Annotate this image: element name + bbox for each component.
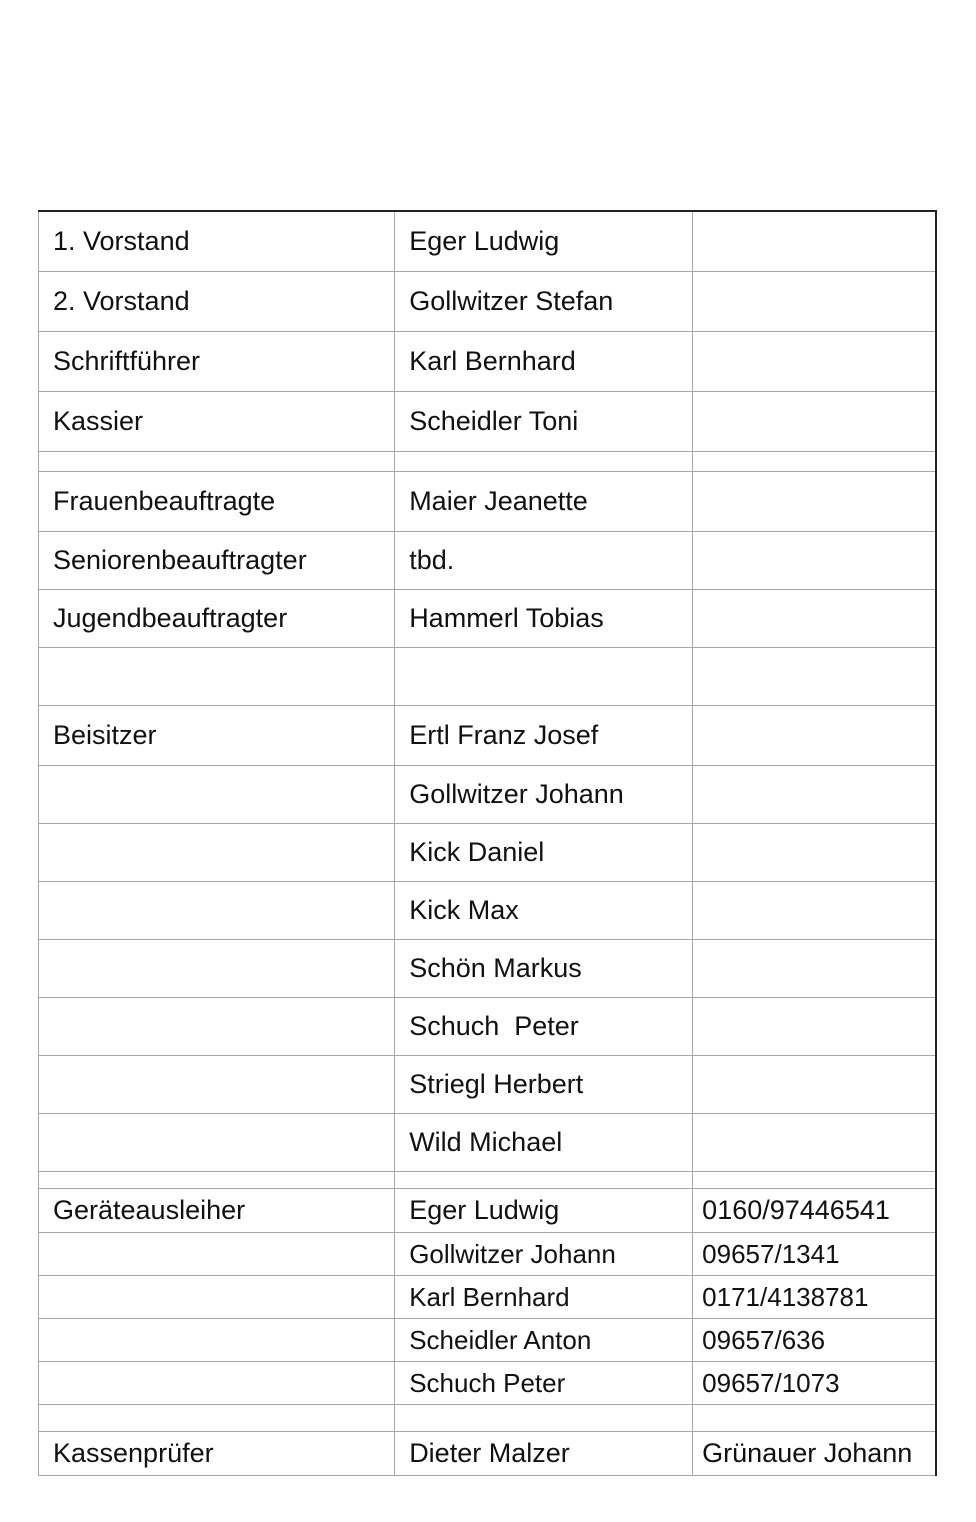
empty-cell (39, 1362, 395, 1405)
role-cell: Kassier (39, 392, 395, 452)
table-row (39, 1319, 937, 1362)
table-row (39, 882, 937, 940)
name-cell: Karl Bernhard (395, 332, 693, 392)
role-cell: Seniorenbeauftragter (39, 532, 395, 590)
table-row (39, 272, 937, 332)
empty-cell (39, 882, 395, 940)
empty-cell (693, 1172, 936, 1189)
empty-cell (693, 648, 936, 706)
name-cell: Gollwitzer Stefan (395, 272, 693, 332)
empty-cell (693, 590, 936, 648)
empty-cell (39, 1172, 395, 1189)
role-cell: Jugendbeauftragter (39, 590, 395, 648)
name-cell: Scheidler Toni (395, 392, 693, 452)
name-cell: Gollwitzer Johann (395, 766, 693, 824)
role-cell: Schriftführer (39, 332, 395, 392)
name-cell: Grünauer Johann (693, 1432, 936, 1476)
name-cell: Kick Max (395, 882, 693, 940)
table-row (39, 998, 937, 1056)
empty-cell (395, 1405, 693, 1432)
name-cell: Schön Markus (395, 940, 693, 998)
table-row (39, 1276, 937, 1319)
name-cell: Maier Jeanette (395, 472, 693, 532)
phone-cell: 09657/1341 (693, 1233, 936, 1276)
empty-cell (395, 648, 693, 706)
name-cell: tbd. (395, 532, 693, 590)
empty-cell (39, 998, 395, 1056)
table-row (39, 940, 937, 998)
empty-cell (39, 1276, 395, 1319)
phone-cell: 0160/97446541 (693, 1189, 936, 1233)
phone-cell: 09657/1073 (693, 1362, 936, 1405)
name-cell: Karl Bernhard (395, 1276, 693, 1319)
empty-cell (39, 1114, 395, 1172)
table-row (39, 211, 937, 272)
table-row (39, 706, 937, 766)
empty-cell (693, 824, 936, 882)
empty-cell (395, 452, 693, 472)
spacer-row (39, 1172, 937, 1189)
spacer-row (39, 452, 937, 472)
table-row (39, 1362, 937, 1405)
empty-cell (39, 824, 395, 882)
table-row (39, 1114, 937, 1172)
name-cell: Ertl Franz Josef (395, 706, 693, 766)
empty-cell (693, 392, 936, 452)
name-cell: Gollwitzer Johann (395, 1233, 693, 1276)
empty-cell (693, 766, 936, 824)
spacer-row (39, 648, 937, 706)
empty-cell (693, 1114, 936, 1172)
role-cell: Beisitzer (39, 706, 395, 766)
empty-cell (693, 472, 936, 532)
name-cell: Schuch Peter (395, 998, 693, 1056)
empty-cell (39, 940, 395, 998)
table-row (39, 472, 937, 532)
table-row (39, 332, 937, 392)
name-cell: Hammerl Tobias (395, 590, 693, 648)
role-cell: Geräteausleiher (39, 1189, 395, 1233)
table-row (39, 590, 937, 648)
empty-cell (693, 211, 936, 272)
name-cell: Dieter Malzer (395, 1432, 693, 1476)
empty-cell (39, 766, 395, 824)
role-cell: 1. Vorstand (39, 211, 395, 272)
empty-cell (39, 1405, 395, 1432)
empty-cell (693, 1405, 936, 1432)
table-row (39, 1233, 937, 1276)
name-cell: Eger Ludwig (395, 211, 693, 272)
empty-cell (39, 648, 395, 706)
role-cell: 2. Vorstand (39, 272, 395, 332)
board-members-table (38, 210, 937, 1476)
empty-cell (39, 1056, 395, 1114)
empty-cell (693, 1056, 936, 1114)
phone-cell: 09657/636 (693, 1319, 936, 1362)
name-cell: Striegl Herbert (395, 1056, 693, 1114)
name-cell: Wild Michael (395, 1114, 693, 1172)
table-row (39, 766, 937, 824)
name-cell: Eger Ludwig (395, 1189, 693, 1233)
table-row (39, 824, 937, 882)
empty-cell (39, 1233, 395, 1276)
table-row (39, 532, 937, 590)
table-row (39, 1432, 937, 1476)
empty-cell (693, 940, 936, 998)
empty-cell (693, 998, 936, 1056)
empty-cell (693, 706, 936, 766)
empty-cell (693, 532, 936, 590)
name-cell: Schuch Peter (395, 1362, 693, 1405)
empty-cell (693, 272, 936, 332)
table-row (39, 1056, 937, 1114)
phone-cell: 0171/4138781 (693, 1276, 936, 1319)
empty-cell (39, 452, 395, 472)
empty-cell (693, 332, 936, 392)
empty-cell (395, 1172, 693, 1189)
table-row (39, 392, 937, 452)
name-cell: Scheidler Anton (395, 1319, 693, 1362)
spacer-row (39, 1405, 937, 1432)
empty-cell (39, 1319, 395, 1362)
empty-cell (693, 452, 936, 472)
table-row (39, 1189, 937, 1233)
name-cell: Kick Daniel (395, 824, 693, 882)
role-cell: Kassenprüfer (39, 1432, 395, 1476)
empty-cell (693, 882, 936, 940)
role-cell: Frauenbeauftragte (39, 472, 395, 532)
